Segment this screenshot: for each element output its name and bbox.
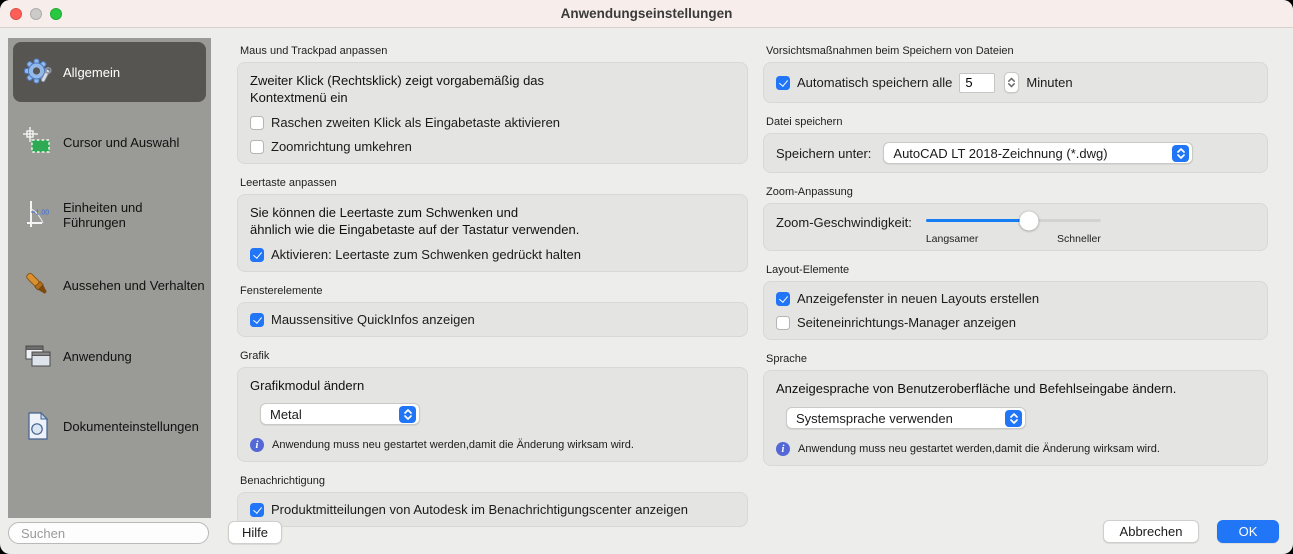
document-icon: [21, 409, 55, 443]
sidebar-item-label: Einheiten und Führungen: [63, 200, 143, 230]
autosave-minutes-input[interactable]: [959, 73, 995, 93]
settings-column-left: [237, 45, 748, 540]
checkbox-rollover-tooltips[interactable]: [250, 313, 264, 327]
section-layout-elemente: [763, 264, 1268, 340]
sidebar-item-label: Cursor und Auswahl: [63, 134, 180, 150]
checkbox-label: Seiteneinrichtungs-Manager anzeigen: [797, 315, 1016, 330]
section-title: Datei speichern: [766, 116, 843, 128]
section-title: Layout-Elemente: [766, 264, 850, 276]
section-title: Fensterelemente: [240, 285, 323, 297]
language-description: Anzeigesprache von Benutzeroberfläche und Befehlseingabe ändern.: [776, 381, 1177, 396]
gear-icon: [21, 55, 55, 89]
checkbox-row: [776, 291, 1255, 306]
sidebar-item-anwendung[interactable]: [13, 328, 206, 384]
stepper-control[interactable]: [1004, 72, 1019, 93]
section-title: Vorsichtsmaßnahmen beim Speichern von Dateien: [766, 45, 1014, 57]
section-maus-und-trackpad: [237, 45, 748, 164]
checkbox-autosave[interactable]: [776, 76, 790, 90]
info-icon: i: [776, 442, 790, 456]
slider-track[interactable]: [926, 219, 1101, 222]
application-windows-icon: [21, 339, 55, 373]
graphics-engine-label: Grafikmodul ändern: [250, 378, 365, 393]
restart-info: [250, 438, 735, 452]
language-dropdown[interactable]: [786, 407, 1026, 429]
sidebar-item-label: Allgemein: [63, 64, 121, 80]
checkbox-row: [250, 139, 735, 154]
restart-info: [776, 442, 1255, 456]
slider-labels: [926, 233, 1101, 245]
section-grafik: [237, 350, 748, 462]
slider-fill: [926, 219, 1029, 222]
window-title: Anwendungseinstellungen: [560, 6, 733, 21]
graphics-engine-dropdown[interactable]: [260, 403, 420, 425]
sidebar-item-label: Dokumenteinstellungen: [63, 418, 199, 434]
slider-max-label: Schneller: [1057, 233, 1101, 245]
section-title: Leertaste anpassen: [240, 177, 337, 189]
paintbrush-icon: [21, 268, 55, 302]
section-text: Sie können die Leertaste zum Schwenken und ähnlich wie die Eingabetaste auf der Tastatur verwenden.: [250, 205, 580, 237]
popup-chevrons-icon: [1005, 410, 1022, 427]
sidebar-item-einheiten-und-fuehrungen[interactable]: [13, 184, 206, 246]
checkbox-row: [250, 247, 735, 262]
section-sprache: [763, 353, 1268, 466]
svg-text:1.00: 1.00: [35, 209, 50, 217]
autosave-row: [776, 72, 1255, 93]
section-title: Benachrichtigung: [240, 475, 326, 487]
settings-column-right: [763, 45, 1268, 479]
checkbox-row: [250, 502, 735, 517]
autosave-suffix: Minuten: [1026, 75, 1073, 90]
checkbox-invert-zoom-direction[interactable]: [250, 140, 264, 154]
slider-min-label: Langsamer: [925, 233, 979, 245]
sidebar-item-cursor-und-auswahl[interactable]: [13, 114, 206, 170]
checkbox-row: [250, 312, 735, 327]
save-as-label: Speichern unter:: [776, 145, 872, 161]
checkbox-row: [250, 115, 735, 130]
dropdown-value: Systemsprache verwenden: [796, 410, 953, 426]
checkbox-viewport-new-layouts[interactable]: [776, 292, 790, 306]
checkbox-label: Zoomrichtung umkehren: [271, 139, 412, 154]
ok-button[interactable]: OK: [1217, 520, 1279, 543]
checkbox-autodesk-notifications[interactable]: [250, 503, 264, 517]
checkbox-spacebar-pan[interactable]: [250, 248, 264, 262]
save-format-dropdown[interactable]: [883, 142, 1193, 164]
slider-knob[interactable]: [1020, 211, 1039, 230]
info-icon: i: [250, 438, 264, 452]
cancel-button[interactable]: Abbrechen: [1103, 520, 1199, 543]
sidebar: [8, 38, 211, 518]
section-title: Maus und Trackpad anpassen: [240, 45, 388, 57]
checkbox-page-setup-manager[interactable]: [776, 316, 790, 330]
checkbox-label: Aktivieren: Leertaste zum Schwenken gedrückt halten: [271, 247, 582, 262]
sidebar-item-aussehen-und-verhalten[interactable]: [13, 254, 206, 316]
section-speichern-vorsichtsmassnahmen: [763, 45, 1268, 103]
help-button[interactable]: Hilfe: [228, 521, 282, 544]
section-title: Sprache: [766, 353, 807, 365]
zoom-speed-slider: [926, 211, 1101, 245]
section-fensterelemente: [237, 285, 748, 337]
titlebar: [0, 0, 1293, 28]
dropdown-value: Metal: [270, 406, 302, 422]
section-leertaste: [237, 177, 748, 272]
section-datei-speichern: [763, 116, 1268, 173]
cursor-selection-icon: [21, 125, 55, 159]
zoom-speed-label: Zoom-Geschwindigkeit:: [776, 215, 912, 230]
checkbox-label: Raschen zweiten Klick als Eingabetaste aktivieren: [271, 115, 561, 130]
checkbox-label: Produktmitteilungen von Autodesk im Benachrichtigungscenter anzeigen: [271, 502, 688, 517]
section-zoom-anpassung: [763, 186, 1268, 251]
sidebar-item-allgemein[interactable]: [13, 42, 206, 102]
section-title: Zoom-Anpassung: [766, 186, 853, 198]
info-text: Anwendung muss neu gestartet werden,damit die Änderung wirksam wird.: [272, 439, 634, 451]
section-title: Grafik: [240, 350, 270, 362]
autosave-label: Automatisch speichern alle: [797, 75, 953, 90]
sidebar-item-dokumenteinstellungen[interactable]: [13, 398, 206, 454]
checkbox-label: Maussensitive QuickInfos anzeigen: [271, 312, 475, 327]
checkbox-row: [776, 315, 1255, 330]
sidebar-item-label: Aussehen und Verhalten: [63, 277, 205, 293]
checkbox-fast-second-click[interactable]: [250, 116, 264, 130]
popup-chevrons-icon: [399, 406, 416, 423]
info-text: Anwendung muss neu gestartet werden,damit die Änderung wirksam wird.: [798, 443, 1160, 455]
section-benachrichtigung: [237, 475, 748, 527]
units-guides-icon: [21, 198, 55, 232]
dropdown-value: AutoCAD LT 2018-Zeichnung (*.dwg): [893, 145, 1108, 161]
checkbox-label: Anzeigefenster in neuen Layouts erstellen: [797, 291, 1040, 306]
search-input[interactable]: [8, 522, 209, 544]
sidebar-item-label: Anwendung: [63, 348, 132, 364]
section-text: Zweiter Klick (Rechtsklick) zeigt vorgabemäßig das Kontextmenü ein: [250, 73, 545, 105]
popup-chevrons-icon: [1172, 145, 1189, 162]
